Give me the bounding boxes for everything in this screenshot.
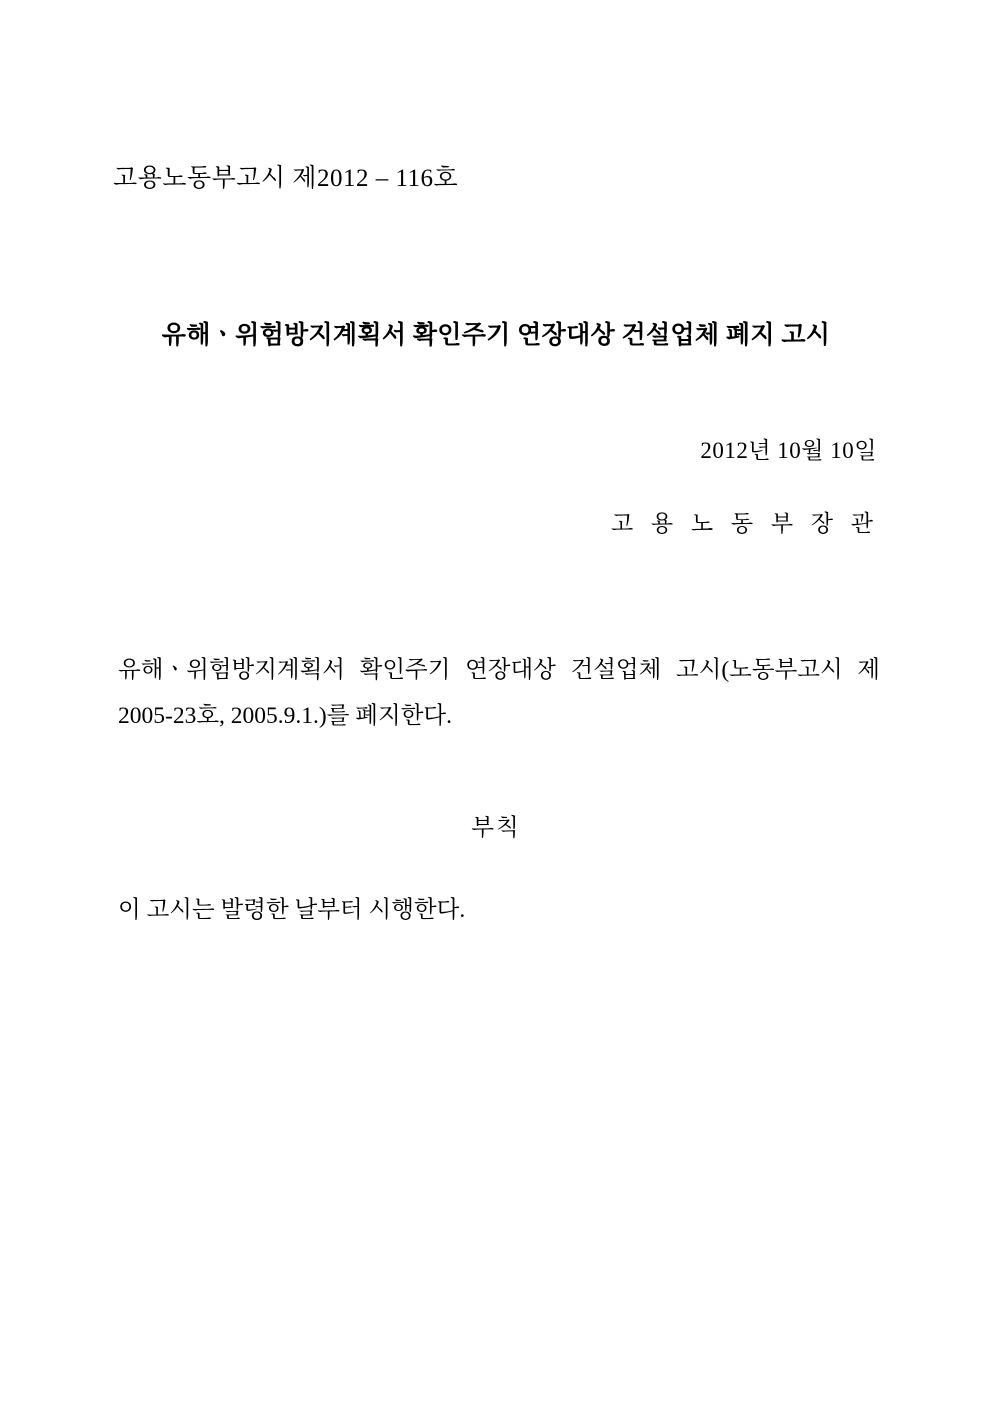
document-title: 유해ㆍ위험방지계획서 확인주기 연장대상 건설업체 폐지 고시 [161,322,831,349]
document-issuer: 고 용 노 동 부 장 관 [610,511,879,536]
document-number: 고용노동부고시 제2012 – 116호 [113,165,459,192]
addendum-heading: 부칙 [471,815,521,841]
addendum-body-paragraph: 이 고시는 발령한 날부터 시행한다. [118,897,466,923]
document-date: 2012년 10월 10일 [700,438,877,463]
document-body-paragraph: 유해ㆍ위험방지계획서 확인주기 연장대상 건설업체 고시(노동부고시 제2005-23호, 2005.9.1.)를 폐지한다. [118,657,880,729]
